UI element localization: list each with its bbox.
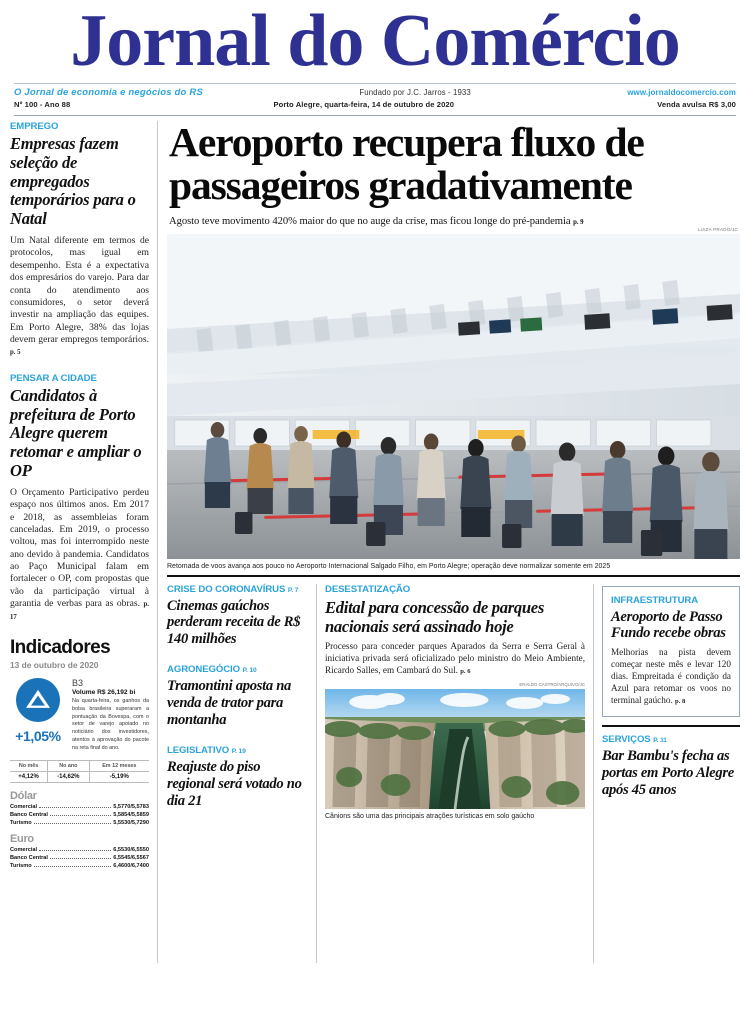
story-crise-coronavirus[interactable] — [167, 584, 308, 649]
kicker-agronegocio — [167, 664, 308, 675]
currency-euro — [10, 833, 149, 869]
indicators-period-table — [10, 760, 149, 783]
currency-row — [10, 863, 149, 869]
currency-value: 6,5545/6,5567 — [113, 854, 149, 861]
canyon-landscape-photo — [325, 689, 585, 809]
headline-crise-coronavirus: Cinemas gaúchos perderam receita de R$ 140 milhões — [167, 597, 301, 648]
body-text: Processo para conceder parques Aparados da Serra e Serra Geral à iniciativa privada será oficializado pelo ministro do Meio Ambiente, Ricardo Salles, em Cambará do Sul. — [325, 640, 585, 675]
page-ref: P. 19 — [231, 748, 246, 756]
kicker-servicos — [602, 734, 740, 745]
lead-photo-credit: LUIZA PRADO/JC — [697, 226, 738, 232]
table-cell: -5,19% — [89, 771, 149, 782]
b3-volume: Volume R$ 26,192 bi — [72, 688, 136, 696]
newspaper-logo: Jornal do Comércio — [70, 0, 680, 82]
masthead — [0, 0, 750, 116]
airport-terminal-photo — [167, 234, 740, 559]
currency-value: 5,5854/5,5859 — [113, 811, 149, 818]
masthead-info-line-1 — [14, 84, 736, 98]
kicker-text: LEGISLATIVO — [167, 745, 230, 757]
headline-legislativo: Reajuste do piso regional será votado no dia 21 — [167, 759, 302, 809]
up-triangle-icon — [16, 678, 60, 722]
table-row — [10, 771, 149, 782]
currency-row — [10, 855, 149, 861]
currency-label: Turismo — [10, 862, 32, 869]
story-desestatizacao[interactable] — [325, 584, 585, 677]
page-ref: P. 7 — [287, 586, 299, 594]
page-ref: p. 5 — [10, 349, 21, 357]
masthead-website-link[interactable]: www.jornaldocomercio.com — [627, 88, 736, 98]
b3-details — [72, 678, 149, 753]
bottom-column-3 — [594, 584, 740, 964]
currency-label: Turismo — [10, 819, 32, 826]
kicker-desestatizacao: DESESTATIZAÇÃO — [325, 583, 411, 595]
story-emprego[interactable] — [10, 121, 149, 359]
table-cell: +4,12% — [10, 771, 48, 782]
column-header: No ano — [48, 760, 89, 771]
currency-row — [10, 847, 149, 853]
lead-photo-caption: Retomada de voos avança aos pouco no Aeroporto Internacional Salgado Filho, em Porto Alegre; operação deve normalizar somente em 2025 — [167, 562, 611, 570]
body-text: Um Natal diferente em termos de protocolos, mas igual em desempenho. Esta é a expectativa dos empresários do varejo. Para dar conta do atendimento aos consumidores, o setor deverá investir na ampliação das equipes. Em Porto Alegre, 38% das lojas devem gerar empregos temporários. — [10, 235, 149, 346]
headline-infraestrutura: Aeroporto de Passo Fundo recebe obras — [611, 608, 726, 642]
kicker-emprego: EMPREGO — [10, 121, 59, 133]
currency-title-euro: Euro — [10, 832, 34, 845]
kicker-text: AGRONEGÓCIO — [167, 664, 240, 676]
kicker-crise-coronavirus — [167, 584, 308, 595]
currency-label: Comercial — [10, 846, 38, 853]
currency-label: Banco Central — [10, 811, 48, 818]
bottom-section — [167, 584, 740, 964]
masthead-place-date: Porto Alegre, quarta-feira, 14 de outubro de 2020 — [273, 100, 455, 110]
indicators-panel — [10, 637, 149, 869]
masthead-price: Venda avulsa R$ 3,00 — [657, 100, 736, 110]
currency-value: 6,5530/6,5550 — [113, 846, 149, 853]
masthead-info-line-2 — [14, 98, 736, 113]
kicker-infraestrutura: INFRAESTRUTURA — [611, 594, 699, 606]
currency-row — [10, 804, 149, 810]
bottom-column-2 — [317, 584, 594, 964]
story-pensar-a-cidade[interactable] — [10, 373, 149, 623]
column-header: No mês — [10, 760, 48, 771]
currency-dolar — [10, 790, 149, 826]
masthead-divider-bottom — [14, 115, 736, 116]
section-divider — [167, 575, 740, 577]
lead-photo-container — [167, 226, 740, 559]
headline-desestatizacao: Edital para concessão de parques nacionais será assinado hoje — [325, 597, 545, 636]
story-infraestrutura[interactable] — [602, 586, 740, 718]
headline-pensar-a-cidade: Candidatos à prefeitura de Porto Alegre querem retomar e ampliar o OP — [10, 385, 142, 480]
dot-leader — [39, 847, 111, 851]
kicker-text: SERVIÇOS — [602, 734, 651, 746]
canyon-photo-container — [325, 681, 585, 809]
bottom-column-1 — [167, 584, 317, 964]
body-emprego — [10, 235, 149, 359]
main-column — [158, 121, 740, 963]
b3-name: B3 — [72, 677, 84, 688]
deck-text: Agosto teve movimento 420% maior do que no auge da crise, mas ficou longe do pré-pandemia — [169, 215, 571, 227]
currency-value: 6,4600/6,7400 — [113, 862, 149, 869]
b3-gauge — [10, 678, 66, 753]
indicator-b3 — [10, 678, 149, 753]
page-ref: p. 6 — [460, 667, 471, 675]
column-divider — [602, 725, 740, 727]
body-text: O Orçamento Participativo perdeu espaço nos últimos anos. Em 2017 e 2018, as assembleias foram canceladas. Em 2019, o processo voltou, mas foi interrompido neste ano devido à pandemia. Candidatos ao Paço Municipal falam em fortalecer o OP, com propostas que vão da participação virtual à garantia de verbas para as obras. — [10, 486, 149, 610]
dot-leader — [34, 820, 112, 824]
b3-percent: +1,05% — [15, 727, 61, 744]
kicker-text: CRISE DO CORONAVÍRUS — [167, 583, 286, 595]
canyon-photo-credit: ERALDO CASTRO/ARQUIVO/JC — [519, 681, 585, 687]
dot-leader — [50, 812, 111, 816]
indicators-title: Indicadores — [10, 636, 111, 658]
body-text: Melhorias na pista devem começar neste mês e levar 120 dias. Empreitada é condição da Azul para retomar os voos no terminal gaúcho. — [611, 647, 731, 706]
table-header-row — [10, 760, 149, 771]
story-agronegocio[interactable] — [167, 664, 308, 729]
page-ref: p. 9 — [573, 218, 584, 226]
currency-row — [10, 820, 149, 826]
canyon-photo-caption: Cânions são uma das principais atrações turísticas em solo gaúcho — [325, 812, 535, 820]
masthead-tagline: O Jornal de economia e negócios do RS — [14, 87, 203, 99]
dot-leader — [50, 855, 111, 859]
column-header: Em 12 meses — [89, 760, 149, 771]
page-body — [0, 121, 750, 963]
currency-row — [10, 812, 149, 818]
kicker-pensar-a-cidade: PENSAR A CIDADE — [10, 372, 97, 384]
currency-label: Comercial — [10, 803, 38, 810]
body-desestatizacao — [325, 641, 585, 677]
masthead-founded: Fundado por J.C. Jarros - 1933 — [359, 88, 471, 98]
kicker-legislativo — [167, 745, 308, 756]
lead-deck — [167, 216, 740, 227]
headline-agronegocio: Tramontini aposta na venda de trator para montanha — [167, 678, 292, 729]
b3-description: Na quarta-feira, os ganhos da bolsa brasileira superaram a pontuação da Bovespa, com o setor de varejo apoiado no noticiário dos investidores, atentos à aprovação do pacote na reta final do ano. — [72, 697, 149, 751]
page-ref: P. 10 — [242, 667, 257, 675]
page-ref: P. 11 — [653, 737, 667, 745]
indicators-date: 13 de outubro de 2020 — [10, 659, 99, 670]
currency-label: Banco Central — [10, 854, 48, 861]
body-pensar-a-cidade — [10, 487, 149, 623]
lead-headline: Aeroporto recupera fluxo de passageiros gradativamente — [169, 119, 644, 208]
currency-title-dolar: Dólar — [10, 789, 37, 802]
lead-story[interactable] — [167, 121, 740, 576]
headline-emprego: Empresas fazem seleção de empregados temporários para o Natal — [10, 134, 136, 229]
page-ref: p. 8 — [675, 698, 686, 706]
story-legislativo[interactable] — [167, 745, 308, 810]
table-cell: -14,62% — [48, 771, 89, 782]
masthead-issue-number: Nº 100 - Ano 88 — [14, 100, 71, 110]
left-sidebar-column — [10, 121, 158, 963]
currency-value: 5,5530/5,7290 — [113, 819, 149, 826]
headline-servicos: Bar Bambu's fecha as portas em Porto Alegre após 45 anos — [602, 748, 734, 798]
story-servicos[interactable] — [602, 734, 740, 799]
dot-leader — [39, 804, 111, 808]
body-infraestrutura — [611, 647, 731, 707]
currency-value: 5,5770/5,5783 — [113, 803, 149, 810]
dot-leader — [34, 863, 112, 867]
page-ref: p. 17 — [10, 601, 149, 621]
